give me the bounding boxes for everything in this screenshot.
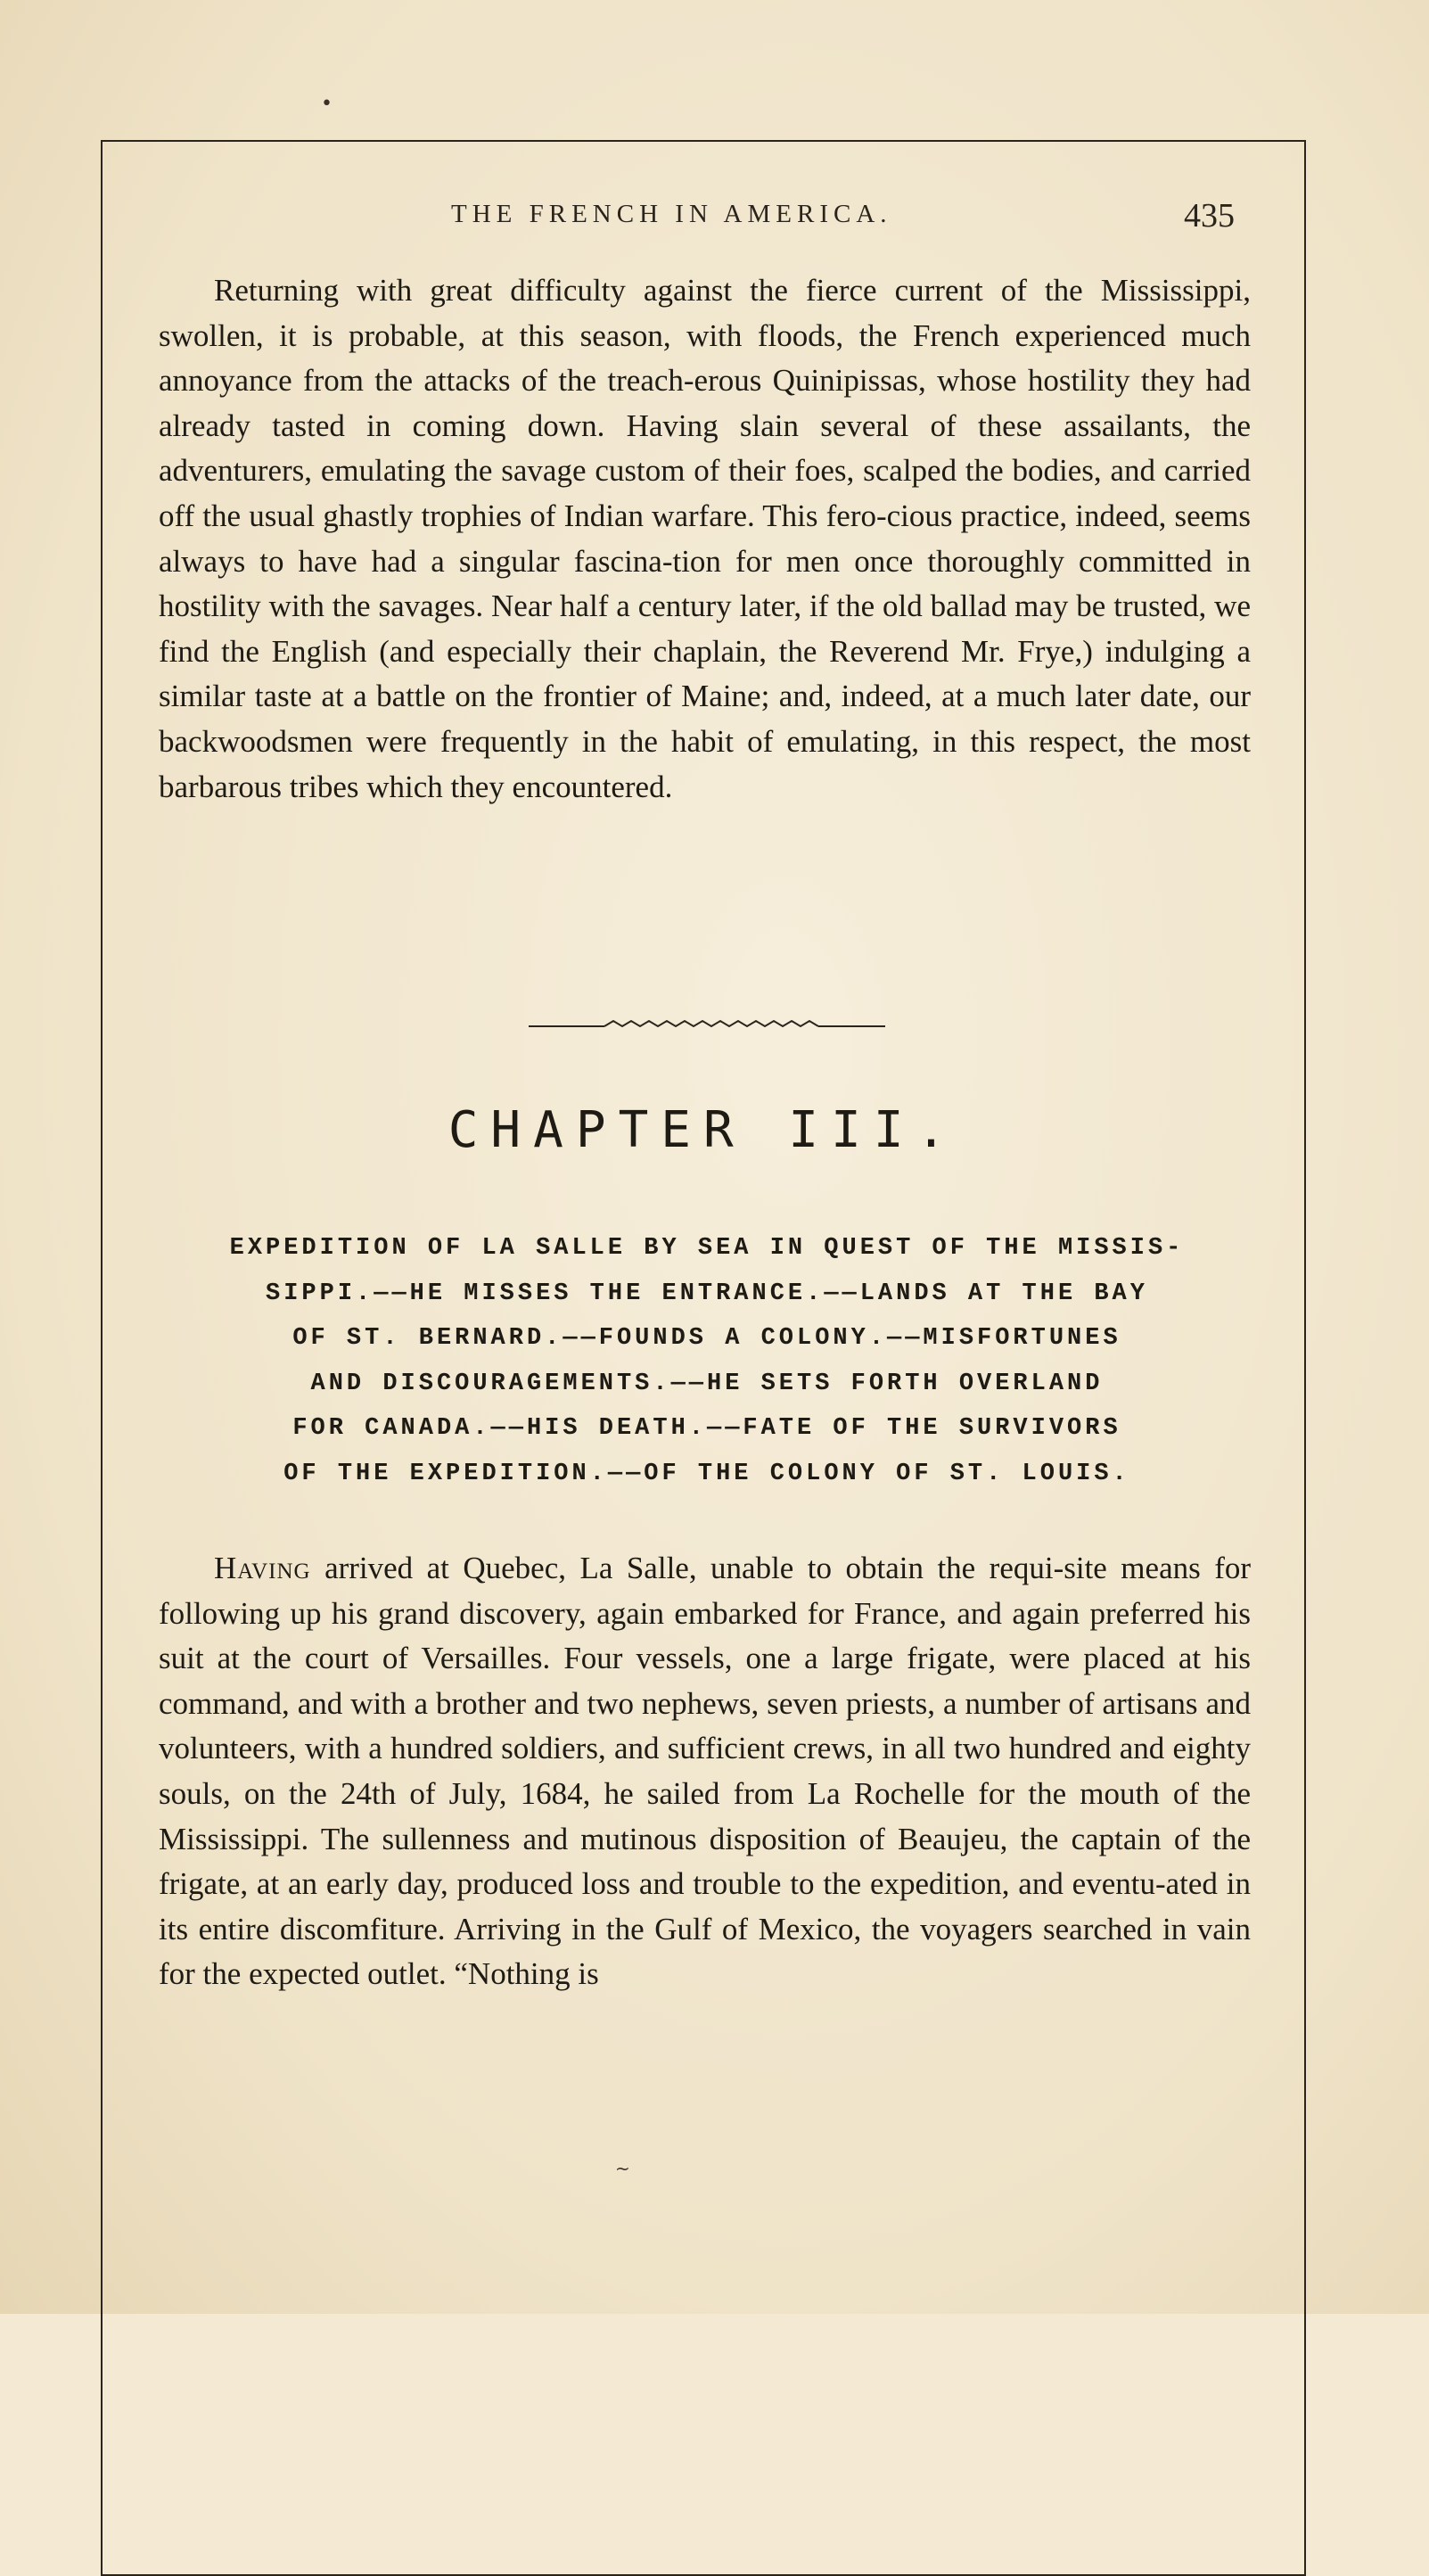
- paragraph-lead-word: Having: [214, 1551, 311, 1585]
- running-head: [101, 194, 1306, 239]
- page-number: 435: [1184, 197, 1235, 235]
- synopsis-line: EXPEDITION OF LA SALLE BY SEA IN QUEST OF THE MISSIS-: [229, 1235, 1185, 1262]
- synopsis-line: OF ST. BERNARD.——FOUNDS A COLONY.——MISFORTUNES: [292, 1325, 1121, 1352]
- section-divider: [529, 1017, 885, 1030]
- body-paragraph-1: Returning with great difficulty against the fierce current of the Mississippi, swollen, it is probable, at this season, with floods, the French experienced much annoyance from the attacks of the treach-erous Quinipissas, whose hostility they had already tasted in coming down. Having slain several of these assailants, the adventurers, emulating the savage custom of their foes, scalped the bodies, and carried off the usual ghastly trophies of Indian warfare. This fero-cious practice, indeed, seems always to have had a singular fascina-tion for men once thoroughly committed in hostility with the savages. Near half a century later, if the old ballad may be trusted, we find the English (and especially their chaplain, the Reverend Mr. Frye,) indulging a similar taste at a battle on the frontier of Maine; and, indeed, at a much later date, our backwoodsmen were frequently in the habit of emulating, in this respect, the most barbarous tribes which they encountered.: [159, 273, 1251, 804]
- ink-mark: •: [321, 93, 333, 115]
- running-title: THE FRENCH IN AMERICA.: [451, 200, 892, 228]
- chapter-synopsis: [159, 1226, 1255, 1496]
- body-paragraph-2: [159, 1546, 1251, 1997]
- chapter-title: CHAPTER III.: [448, 1101, 959, 1159]
- synopsis-line: AND DISCOURAGEMENTS.——HE SETS FORTH OVERLAND: [310, 1370, 1104, 1397]
- synopsis-line: FOR CANADA.——HIS DEATH.——FATE OF THE SURVIVORS: [292, 1415, 1121, 1442]
- synopsis-line: OF THE EXPEDITION.——OF THE COLONY OF ST. LOUIS.: [283, 1460, 1130, 1487]
- paragraph-text: arrived at Quebec, La Salle, unable to obtain the requi-site means for following up his grand discovery, again embarked for France, and again preferred his suit at the court of Versailles. Four vessels, one a large frigate, were placed at his command, and with a brother and two nephews, seven priests, a number of artisans and volunteers, with a hundred soldiers, and sufficient crews, in all two hundred and eighty souls, on the 24th of July, 1684, he sailed from La Rochelle for the mouth of the Mississippi. The sullenness and mutinous disposition of Beaujeu, the captain of the frigate, at an early day, produced loss and trouble to the expedition, and eventu-ated in its entire discomfiture. Arriving in the Gulf of Mexico, the voyagers searched in vain for the expected outlet. “Nothing is: [159, 1551, 1251, 1992]
- synopsis-line: SIPPI.——HE MISSES THE ENTRANCE.——LANDS AT THE BAY: [266, 1280, 1148, 1307]
- ink-mark: ~: [615, 2158, 630, 2179]
